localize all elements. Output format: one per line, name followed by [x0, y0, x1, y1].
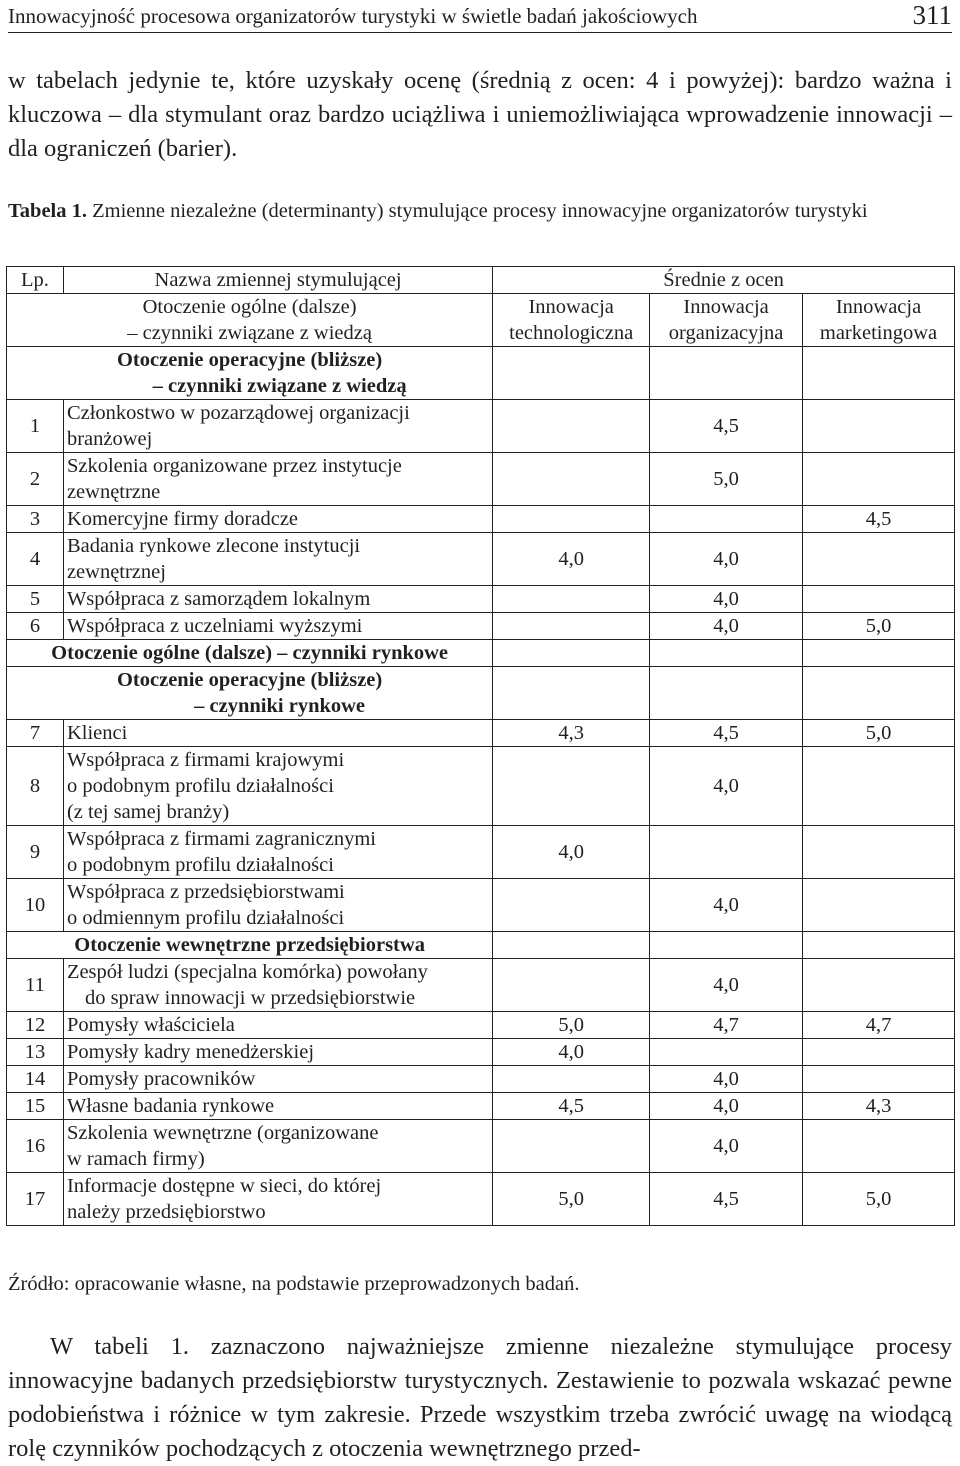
score-organizational: 4,5: [650, 720, 803, 747]
score-organizational: [650, 1039, 803, 1066]
score-technological: 5,0: [493, 1012, 650, 1039]
score-organizational: 4,0: [650, 1120, 803, 1173]
score-technological: [493, 1066, 650, 1093]
empty-cell: [493, 347, 650, 400]
row-number: 13: [7, 1039, 64, 1066]
empty-cell: [803, 667, 955, 720]
score-marketing: [803, 586, 955, 613]
empty-cell: [493, 667, 650, 720]
score-organizational: [650, 826, 803, 879]
score-technological: 4,0: [493, 826, 650, 879]
table-row: [7, 1093, 955, 1120]
score-technological: [493, 506, 650, 533]
variable-name: Szkolenia organizowane przez instytucje zewnętrzne: [63, 453, 492, 506]
intro-paragraph: w tabelach jedynie te, które uzyskały ocenę (średnią z ocen: 4 i powyżej): bardzo ważna i kluczowa – dla stymulant oraz bardzo uciążliwa i uniemożliwiająca wprowadzenie innowacji – dla ograniczeń (barier).: [8, 67, 952, 162]
table-row: [7, 959, 955, 1012]
section-internal: Otoczenie wewnętrzne przedsiębiorstwa: [7, 932, 493, 959]
score-technological: 4,0: [493, 533, 650, 586]
score-technological: 5,0: [493, 1173, 650, 1226]
score-organizational: 4,0: [650, 1093, 803, 1120]
score-technological: [493, 453, 650, 506]
table-row: [7, 1012, 955, 1039]
score-organizational: 4,5: [650, 400, 803, 453]
score-technological: [493, 1120, 650, 1173]
section-row: [7, 347, 955, 400]
variable-name: Członkostwo w pozarządowej organizacji branżowej: [63, 400, 492, 453]
row-number: 7: [7, 720, 64, 747]
score-marketing: [803, 1039, 955, 1066]
variable-name: Badania rynkowe zlecone instytucji zewnętrznej: [63, 533, 492, 586]
variable-name: Klienci: [63, 720, 492, 747]
variable-name: Współpraca z firmami krajowymi o podobnym profilu działalności (z tej samej branży): [63, 747, 492, 826]
section-general-knowledge: Otoczenie ogólne (dalsze) – czynniki związane z wiedzą: [7, 294, 493, 347]
variable-name: Zespół ludzi (specjalna komórka) powołany do spraw innowacji w przedsiębiorstwie: [63, 959, 492, 1012]
score-organizational: 4,0: [650, 613, 803, 640]
table-caption-label: Tabela 1.: [8, 200, 87, 222]
col-header-organizational: Innowacja organizacyjna: [650, 294, 803, 347]
score-technological: [493, 400, 650, 453]
row-number: 1: [7, 400, 64, 453]
table-row: [7, 506, 955, 533]
score-marketing: [803, 1120, 955, 1173]
score-marketing: [803, 879, 955, 932]
score-organizational: 4,0: [650, 533, 803, 586]
section-row: [7, 640, 955, 667]
table-row: [7, 1173, 955, 1226]
table-row: [7, 826, 955, 879]
score-marketing: 4,5: [803, 506, 955, 533]
section-operational-market: Otoczenie operacyjne (bliższe) – czynniki rynkowe: [7, 667, 493, 720]
score-organizational: 4,0: [650, 959, 803, 1012]
score-organizational: 4,0: [650, 1066, 803, 1093]
row-number: 17: [7, 1173, 64, 1226]
row-number: 5: [7, 586, 64, 613]
empty-cell: [493, 640, 650, 667]
empty-cell: [493, 932, 650, 959]
table-row: [7, 747, 955, 826]
score-organizational: 5,0: [650, 453, 803, 506]
score-marketing: 5,0: [803, 613, 955, 640]
table-header-row: [7, 267, 955, 294]
score-technological: [493, 613, 650, 640]
determinants-table: [6, 266, 955, 1226]
section-row: [7, 932, 955, 959]
section-general-market: Otoczenie ogólne (dalsze) – czynniki rynkowe: [7, 640, 493, 667]
section-operational-knowledge: Otoczenie operacyjne (bliższe) – czynniki związane z wiedzą: [7, 347, 493, 400]
table-row: [7, 400, 955, 453]
score-organizational: 4,0: [650, 747, 803, 826]
row-number: 2: [7, 453, 64, 506]
score-marketing: 5,0: [803, 1173, 955, 1226]
empty-cell: [650, 932, 803, 959]
row-number: 11: [7, 959, 64, 1012]
empty-cell: [803, 640, 955, 667]
variable-name: Współpraca z firmami zagranicznymi o podobnym profilu działalności: [63, 826, 492, 879]
table-row: [7, 879, 955, 932]
empty-cell: [650, 667, 803, 720]
score-marketing: [803, 747, 955, 826]
score-marketing: [803, 1066, 955, 1093]
score-technological: 4,0: [493, 1039, 650, 1066]
table-caption-text: Zmienne niezależne (determinanty) stymulujące procesy innowacyjne organizatorów turystyki: [92, 200, 868, 222]
variable-name: Pomysły kadry menedżerskiej: [63, 1039, 492, 1066]
score-marketing: [803, 533, 955, 586]
score-technological: 4,5: [493, 1093, 650, 1120]
row-number: 12: [7, 1012, 64, 1039]
score-marketing: [803, 826, 955, 879]
name-header: Nazwa zmiennej stymulującej: [63, 267, 492, 294]
col-header-technological: Innowacja technologiczna: [493, 294, 650, 347]
score-technological: [493, 747, 650, 826]
row-number: 15: [7, 1093, 64, 1120]
section-row: [7, 667, 955, 720]
row-number: 10: [7, 879, 64, 932]
score-technological: 4,3: [493, 720, 650, 747]
variable-name: Pomysły pracowników: [63, 1066, 492, 1093]
score-organizational: 4,0: [650, 879, 803, 932]
table-caption: [8, 197, 952, 225]
table-subheader-row: [7, 294, 955, 347]
variable-name: Współpraca z uczelniami wyższymi: [63, 613, 492, 640]
score-technological: [493, 959, 650, 1012]
score-organizational: 4,7: [650, 1012, 803, 1039]
variable-name: Informacje dostępne w sieci, do której należy przedsiębiorstwo: [63, 1173, 492, 1226]
table-source-note: Źródło: opracowanie własne, na podstawie przeprowadzonych badań.: [8, 1273, 580, 1295]
col-header-marketing: Innowacja marketingowa: [803, 294, 955, 347]
empty-cell: [650, 347, 803, 400]
score-technological: [493, 879, 650, 932]
score-organizational: [650, 506, 803, 533]
table-row: [7, 586, 955, 613]
row-number: 8: [7, 747, 64, 826]
score-marketing: [803, 400, 955, 453]
table-row: [7, 533, 955, 586]
lp-header: Lp.: [7, 267, 64, 294]
empty-cell: [803, 932, 955, 959]
empty-cell: [650, 640, 803, 667]
variable-name: Pomysły właściciela: [63, 1012, 492, 1039]
variable-name: Współpraca z przedsiębiorstwami o odmiennym profilu działalności: [63, 879, 492, 932]
page-number: 311: [912, 0, 952, 30]
table-row: [7, 1039, 955, 1066]
running-title: Innowacyjność procesowa organizatorów turystyki w świetle badań jakościowych: [8, 4, 698, 28]
row-number: 9: [7, 826, 64, 879]
score-organizational: 4,5: [650, 1173, 803, 1226]
row-number: 14: [7, 1066, 64, 1093]
score-technological: [493, 586, 650, 613]
score-marketing: 4,7: [803, 1012, 955, 1039]
variable-name: Szkolenia wewnętrzne (organizowane w ramach firmy): [63, 1120, 492, 1173]
table-row: [7, 1066, 955, 1093]
variable-name: Własne badania rynkowe: [63, 1093, 492, 1120]
empty-cell: [803, 347, 955, 400]
running-header: [8, 2, 952, 33]
body-paragraph: W tabeli 1. zaznaczono najważniejsze zmienne niezależne stymulujące procesy innowacyjne badanych przedsiębiorstw turystycznych. Zestawienie to pozwala wskazać pewne podobieństwa i różnice w tym zakresie. Przede wszystkim trzeba zwrócić uwagę na wiodącą rolę czynników pochodzących z otoczenia wewnętrznego przed-: [8, 1333, 952, 1462]
table-row: [7, 1120, 955, 1173]
variable-name: Komercyjne firmy doradcze: [63, 506, 492, 533]
means-header: Średnie z ocen: [493, 267, 955, 294]
row-number: 3: [7, 506, 64, 533]
row-number: 16: [7, 1120, 64, 1173]
score-organizational: 4,0: [650, 586, 803, 613]
table-row: [7, 613, 955, 640]
variable-name: Współpraca z samorządem lokalnym: [63, 586, 492, 613]
score-marketing: 5,0: [803, 720, 955, 747]
row-number: 6: [7, 613, 64, 640]
score-marketing: 4,3: [803, 1093, 955, 1120]
score-marketing: [803, 453, 955, 506]
row-number: 4: [7, 533, 64, 586]
table-row: [7, 720, 955, 747]
table-row: [7, 453, 955, 506]
score-marketing: [803, 959, 955, 1012]
